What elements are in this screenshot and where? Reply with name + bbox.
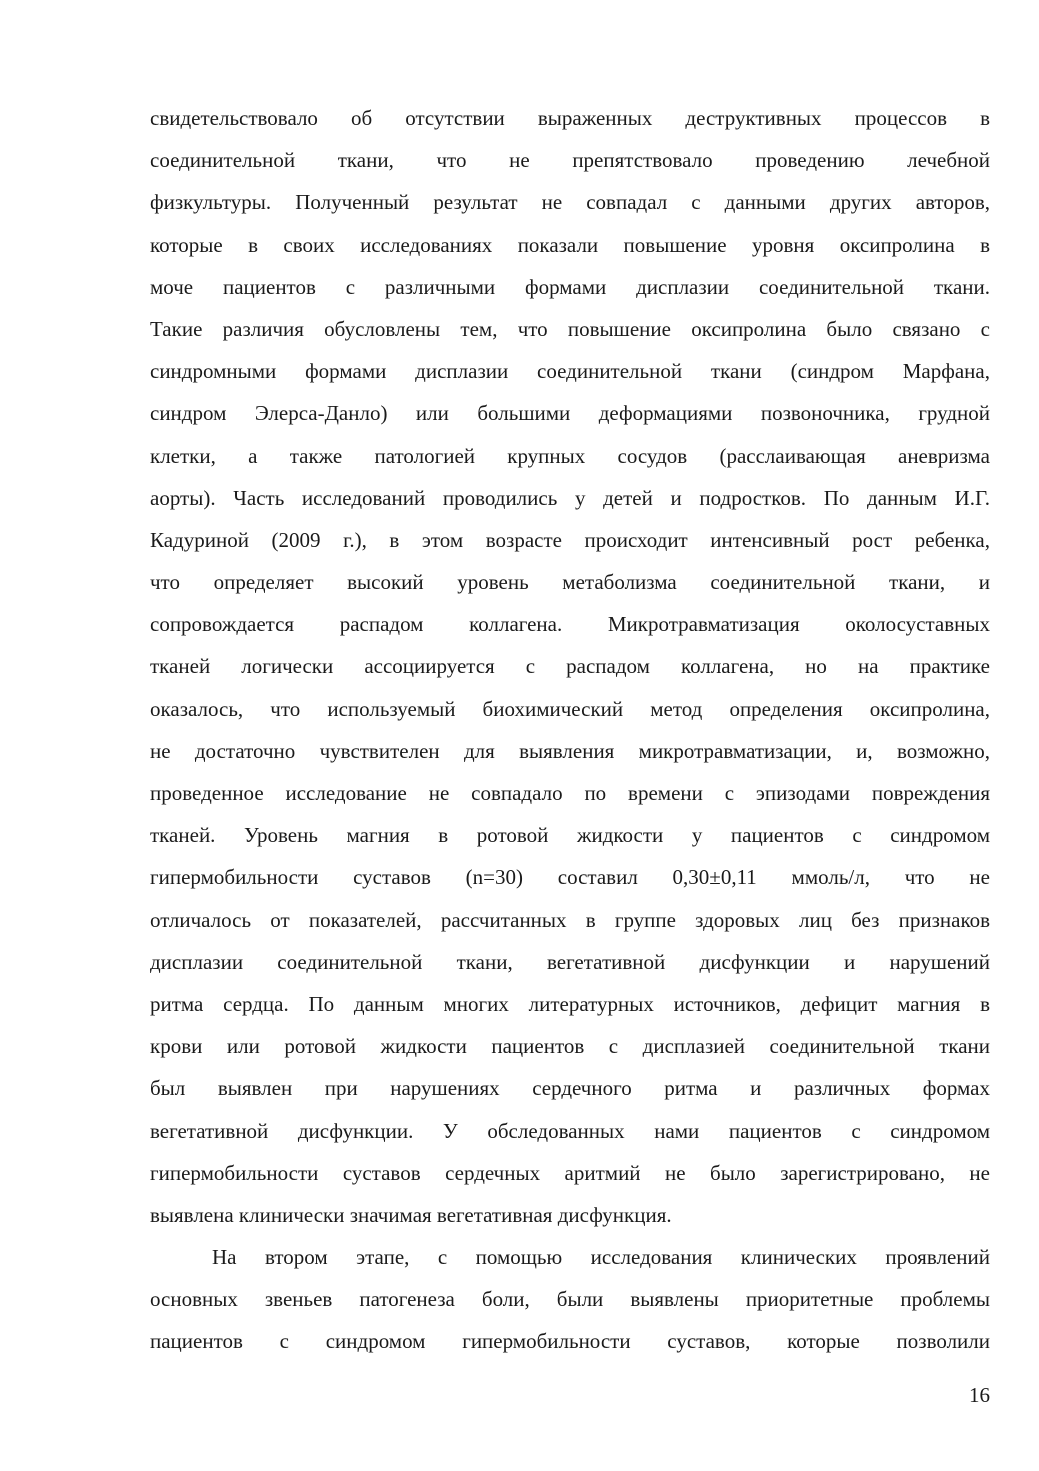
text-line: ритма сердца. По данным многих литературных источников, дефицит магния в xyxy=(150,991,990,1016)
text-line: Такие различия обусловлены тем, что повышение оксипролина было связано с xyxy=(150,316,990,341)
text-line: проведенное исследование не совпадало по времени с эпизодами повреждения xyxy=(150,781,990,805)
text-line: моче пациентов с различными формами дисплазии соединительной ткани. xyxy=(150,274,990,299)
text-line: синдромными формами дисплазии соединительной ткани (синдром Марфана, xyxy=(150,359,990,384)
text-line: не достаточно чувствителен для выявления микротравматизации, и, возможно, xyxy=(150,738,990,763)
text-line: Кадуриной (2009 г.), в этом возрасте происходит интенсивный рост ребенка, xyxy=(150,527,990,552)
text-line: клетки, а также патологией крупных сосудов (расслаивающая аневризма xyxy=(150,443,990,468)
text-line: свидетельствовало об отсутствии выраженных деструктивных процессов в xyxy=(150,106,990,130)
text-line: гипермобильности суставов (n=30) составил 0,30±0,11 ммоль/л, что не xyxy=(150,865,990,890)
text-line: сопровождается распадом коллагена. Микротравматизация околосуставных xyxy=(150,612,990,637)
text-line: крови или ротовой жидкости пациентов с дисплазией соединительной ткани xyxy=(150,1034,990,1059)
text-line: тканей логически ассоциируется с распадом коллагена, но на практике xyxy=(150,654,990,679)
paragraph-end-line: выявлена клинически значимая вегетативная дисфункция. xyxy=(150,1202,672,1227)
text-line: дисплазии соединительной ткани, вегетативной дисфункции и нарушений xyxy=(150,949,990,974)
page-number: 16 xyxy=(969,1383,990,1407)
text-line: которые в своих исследованиях показали повышение уровня оксипролина в xyxy=(150,232,990,257)
text-line: отличалось от показателей, рассчитанных в группе здоровых лиц без признаков xyxy=(150,907,990,932)
text-line: физкультуры. Полученный результат не совпадал с данными других авторов, xyxy=(150,190,990,215)
text-line: синдром Элерса-Данло) или большими деформациями позвоночника, грудной xyxy=(150,401,990,426)
text-line: основных звеньев патогенеза боли, были выявлены приоритетные проблемы xyxy=(150,1287,990,1312)
text-line: пациентов с синдромом гипермобильности суставов, которые позволили xyxy=(150,1329,990,1354)
text-line: гипермобильности суставов сердечных аритмий не было зарегистрировано, не xyxy=(150,1160,990,1185)
text-line: что определяет высокий уровень метаболизма соединительной ткани, и xyxy=(150,570,990,595)
paragraph-first-line: На втором этапе, с помощью исследования клинических проявлений xyxy=(212,1245,990,1270)
text-line: вегетативной дисфункции. У обследованных нами пациентов с синдромом xyxy=(150,1118,990,1143)
body-text xyxy=(150,97,990,1363)
text-line: соединительной ткани, что не препятствовало проведению лечебной xyxy=(150,148,990,173)
text-line: был выявлен при нарушениях сердечного ритма и различных формах xyxy=(150,1076,990,1101)
text-line: оказалось, что используемый биохимический метод определения оксипролина, xyxy=(150,696,990,721)
text-line: аорты). Часть исследований проводились у детей и подростков. По данным И.Г. xyxy=(150,485,990,510)
text-line: тканей. Уровень магния в ротовой жидкости у пациентов с синдромом xyxy=(150,823,990,848)
